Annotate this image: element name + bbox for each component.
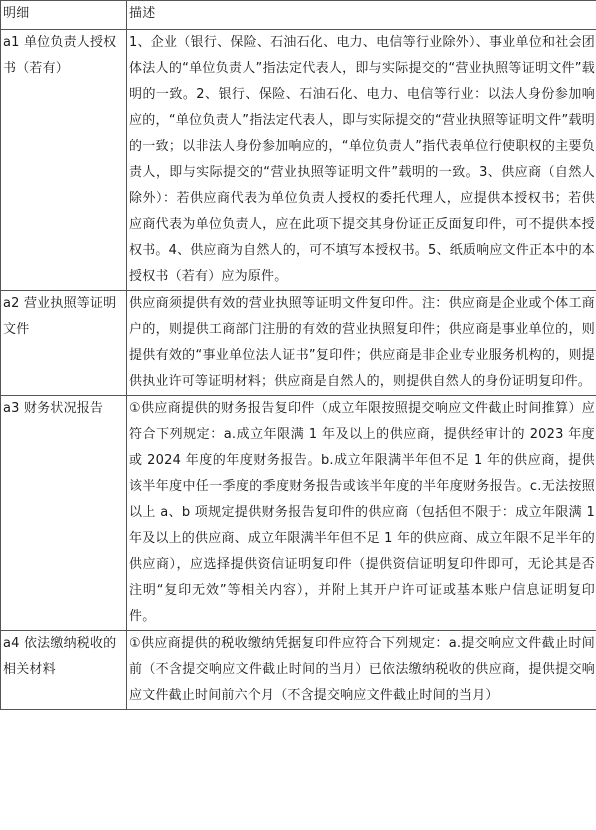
header-description: 描述	[127, 1, 596, 30]
row-desc-a1: 1、企业（银行、保险、石油石化、电力、电信等行业除外）、事业单位和社会团体法人的“单位负责人”指法定代表人，即与实际提交的“营业执照等证明文件”载明的一致。2、银行、保险、石油石化、电力、电信等行业：以法人身份参加响应的，“单位负责人”指法定代表人，即与实际提交的“营业执照等证明文件”载明的一致；以非法人身份参加响应的，“单位负责人”指代表单位行使职权的主要负责人，即与实际提交的“营业执照等证明文件”载明的一致。3、供应商（自然人除外）：若供应商代表为单位负责人授权的委托代理人，应提供本授权书；若供应商代表为单位负责人，应在此项下提交其身份证正反面复印件，可不提供本授权书。4、供应商为自然人的，可不填写本授权书。5、纸质响应文件正本中的本授权书（若有）应为原件。	[127, 30, 596, 291]
table-header-row	[1, 1, 596, 30]
table-row	[1, 631, 596, 710]
row-label-a3: a3 财务状况报告	[1, 396, 127, 631]
row-label-a4: a4 依法缴纳税收的相关材料	[1, 631, 127, 710]
row-label-a2: a2 营业执照等证明文件	[1, 291, 127, 396]
table-row	[1, 396, 596, 631]
row-desc-a2: 供应商须提供有效的营业执照等证明文件复印件。注：供应商是企业或个体工商户的，则提供工商部门注册的有效的营业执照复印件；供应商是事业单位的，则提供有效的“事业单位法人证书”复印件；供应商是非企业专业服务机构的，则提供执业许可等证明材料；供应商是自然人的，则提供自然人的身份证明复印件。	[127, 291, 596, 396]
row-desc-a4: ①供应商提供的税收缴纳凭据复印件应符合下列规定：a.提交响应文件截止时间前（不含提交响应文件截止时间的当月）已依法缴纳税收的供应商，提供提交响应文件截止时间前六个月（不含提交响应文件截止时间的当月）	[127, 631, 596, 710]
row-desc-a3: ①供应商提供的财务报告复印件（成立年限按照提交响应文件截止时间推算）应符合下列规定：a.成立年限满 1 年及以上的供应商，提供经审计的 2023 年度或 2024 年度的年度财务报告。b.成立年限满半年但不足 1 年的供应商，提供该半年度中任一季度的季度财务报告或该半年度的半年度财务报告。c.无法按照以上 a、b 项规定提供财务报告复印件的供应商（包括但不限于：成立年限满 1 年及以上的供应商、成立年限满半年但不足 1 年的供应商、成立年限不足半年的供应商），应选择提供资信证明复印件（提供资信证明复印件即可，无论其是否注明“复印无效”等相关内容），并附上其开户许可证或基本账户信息证明复印件。	[127, 396, 596, 631]
table-row	[1, 291, 596, 396]
header-detail: 明细	[1, 1, 127, 30]
table-row	[1, 30, 596, 291]
row-label-a1: a1 单位负责人授权书（若有）	[1, 30, 127, 291]
